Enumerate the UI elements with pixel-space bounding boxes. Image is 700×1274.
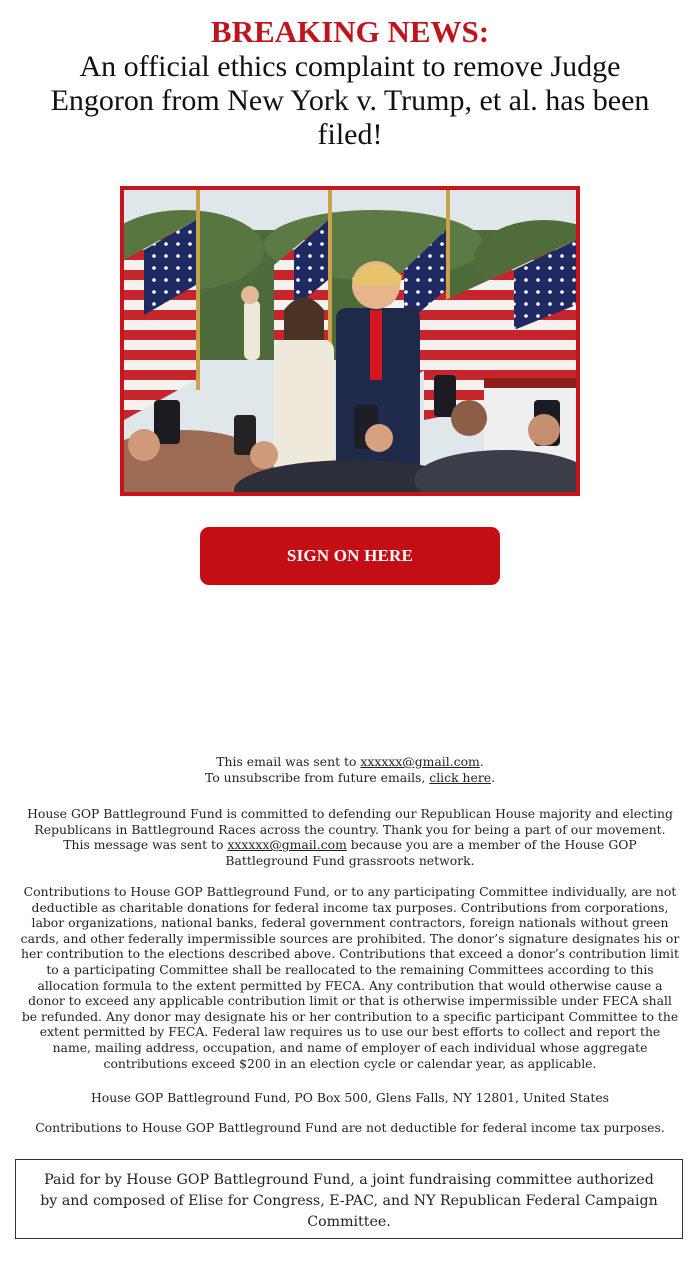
tax-note: Contributions to House GOP Battleground Fund are not deductible for federal income tax purposes. (35, 1120, 665, 1135)
mission-text-1: House GOP Battleground Fund is committed to defending our Republican House majority and electing Republicans in Battleground Races across the country. Thank you for being a part of our movement. This message was sent to (27, 806, 673, 853)
paid-for-text: Paid for by House GOP Battleground Fund, a joint fundraising committee authorized by and composed of Elise for Congress, E-PAC, and NY Republican Federal Campaign Committee. (40, 1172, 658, 1230)
headline: An official ethics complaint to remove Judge Engoron from New York v. Trump, et al. has been filed! (50, 50, 650, 151)
unsub-prefix: To unsubscribe from future emails, (204, 769, 430, 785)
sign-on-button[interactable]: SIGN ON HERE (200, 527, 500, 585)
unsub-suffix: . (491, 769, 496, 785)
unsubscribe-link[interactable]: click here (429, 769, 492, 785)
mission-email-link[interactable]: xxxxxx@gmail.com (227, 837, 347, 853)
sent-prefix: This email was sent to (216, 754, 361, 769)
recipient-email-link[interactable]: xxxxxx@gmail.com (360, 754, 480, 769)
hero-photo (120, 186, 580, 496)
mission-text-2: because you are a member of the House GOP Battleground Fund grassroots network. (225, 837, 637, 868)
email-info (20, 754, 680, 785)
mission-paragraph (20, 806, 680, 868)
mailing-address: House GOP Battleground Fund, PO Box 500, Glens Falls, NY 12801, United States (90, 1090, 610, 1105)
paid-for-box (15, 1159, 683, 1239)
contributions-disclaimer: Contributions to House GOP Battleground Fund, or to any participating Committee individually, are not deductible as charitable donations for federal income tax purposes. Contributions from corporations, labor organizations, national banks, federal government contractors, foreign nationals without green cards, and other federally impermissible sources are prohibited. The donor’s signature designates his or her contribution to the elections described above. Contributions that exceed a donor’s contribution limit to a participating Committee shall be reallocated to the remaining Committees according to this allocation formula to the extent permitted by FECA. Any contribution that would otherwise cause a donor to exceed any applicable contribution limit or that is otherwise impermissible under FECA shall be refunded. Any donor may designate his or her contribution to a specific participant Committee to the extent permitted by FECA. Federal law requires us to use our best efforts to collect and report the name, mailing address, occupation, and name of employer of each individual whose aggregate contributions exceed $200 in an election cycle or calendar year, as applicable. (20, 884, 680, 1071)
unsubscribe-line (20, 770, 680, 786)
sent-suffix: . (479, 754, 484, 769)
breaking-news-label: BREAKING NEWS: (210, 14, 490, 49)
sent-to-line (20, 754, 680, 770)
